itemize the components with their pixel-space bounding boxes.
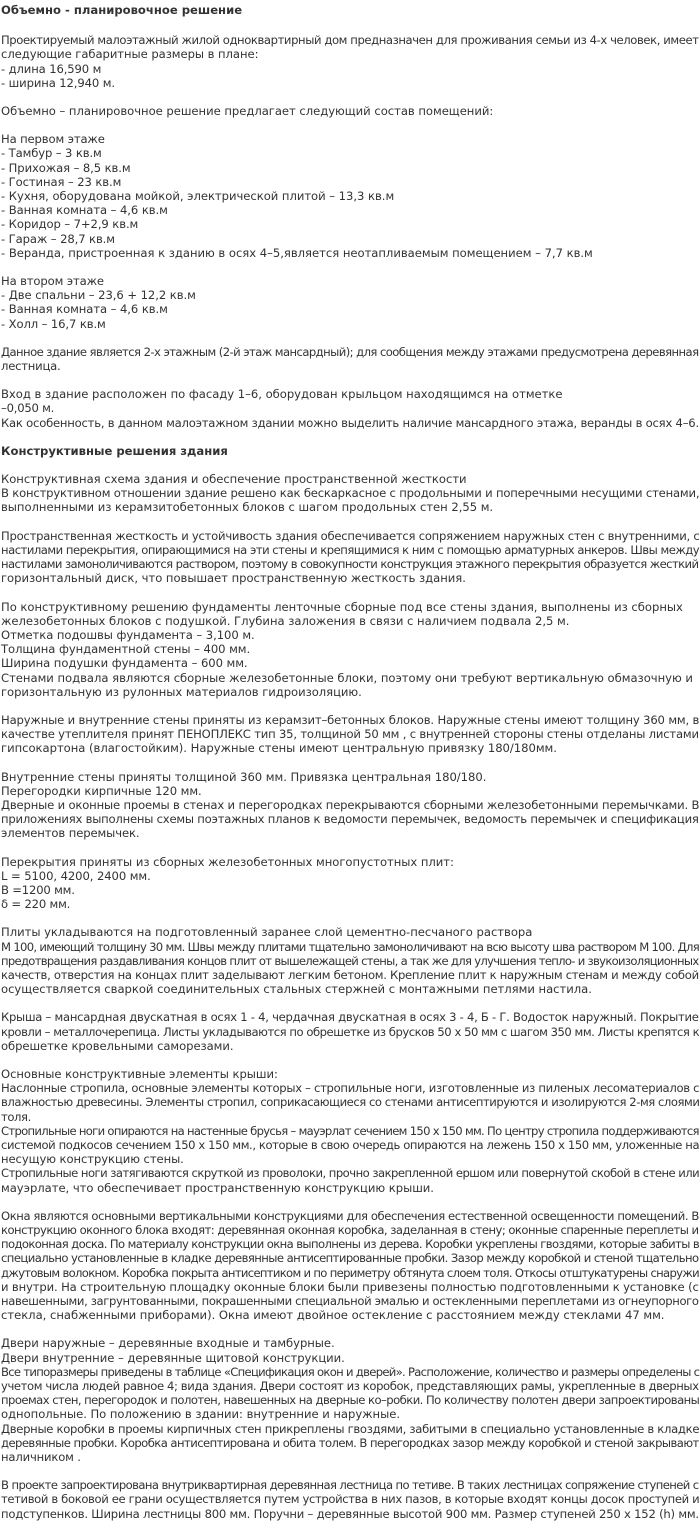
text-line: наличником . [1, 1450, 81, 1465]
scheme-paragraph [1, 472, 700, 515]
text-line: горизонтальный диск, что повышает пространственную жесткость здания. [1, 571, 466, 586]
text-line: толя. [1, 1109, 31, 1124]
text-line: Двери наружные – деревянные входные и тамбурные. [1, 1336, 335, 1351]
text-line: горизонтальную из рулонных материалов гидроизоляцию. [1, 684, 362, 699]
text-line: следующие габаритные размеры в плане: [1, 47, 259, 62]
text-line: На первом этаже [1, 132, 105, 147]
text-line: - длина 16,590 м [1, 61, 102, 76]
text-line: В проекте запроектирована внутриквартирная деревянная лестница по тетиве. В таких лестницах сопряжение ступеней с [1, 1478, 699, 1493]
text-line: качестве утеплителя принят ПЕНОПЛЕКС тип 35, толщиной 50 мм , с внутренней стороны стены отделаны листами [1, 727, 699, 742]
text-line: δ = 220 мм. [1, 897, 71, 912]
windows-paragraph [1, 1209, 700, 1323]
text-line: стекла, снабженными приборами). Окна имеют двойное остекление с расстоянием между стеклами 47 мм. [1, 1308, 665, 1323]
text-line: Стропильные ноги затягиваются скруткой из проволоки, прочно закрепленной ершом или повернутой скобой в стене или [1, 1166, 700, 1181]
stairs-paragraph [1, 1478, 700, 1521]
text-line: - Прихожая – 8,5 кв.м [1, 160, 131, 175]
text-line: Основные конструктивные элементы крыши: [1, 1066, 278, 1081]
text-line: - Холл – 16,7 кв.м [1, 316, 106, 331]
first-floor-list [1, 132, 700, 260]
text-line: качеств, отверстия на концах плит заделывают легким бетоном. Крепление плит к наружным стенам и между собой [1, 967, 699, 982]
text-line: Стропильные ноги опираются на настенные брусья – мауэрлат сечением 150 х 150 мм. По центру стропила поддерживаются [1, 1123, 699, 1138]
text-line: B =1200 мм. [1, 882, 75, 897]
foundations-paragraph [1, 600, 700, 699]
text-line: - Тамбур – 3 кв.м [1, 146, 102, 161]
text-line: элементов перемычек. [1, 826, 140, 841]
text-line: - Ванная комната – 4,6 кв.м [1, 302, 168, 317]
text-line: Ширина подушки фундамента – 600 мм. [1, 656, 248, 671]
text-line: кровли – металлочерепица. Листы укладываются по обрешетке из брусков 50 х 50 мм с шагом 350 мм. Листы крепятся к [1, 1024, 700, 1039]
layout-intro-paragraph [1, 104, 700, 118]
text-line: На втором этаже [1, 274, 104, 289]
heading-structure: Конструктивные решения здания [1, 443, 228, 458]
slabs-paragraph [1, 855, 700, 912]
text-line: деревянные пробки. Коробка антисептирована и обита толем. В перегородках зазор между коробкой и стеной закрывают [1, 1435, 699, 1450]
text-line: и внутри. На строительную площадку оконные блоки были привезены полностью подготовленными к установке (с [1, 1279, 699, 1294]
text-line: выполненными из керамзитобетонных блоков с шагом продольных стен 2,55 м. [1, 500, 494, 515]
text-line: - Коридор – 7+2,9 кв.м [1, 217, 139, 232]
text-line: тетивой в боковой ее грани осуществляется путем устройства в них пазов, в которые входят концы досок проступей и [1, 1492, 700, 1507]
doors-paragraph [1, 1336, 700, 1464]
text-line: L = 5100, 4200, 2400 мм. [1, 868, 151, 883]
text-line: однопольные. По положению в здании: внутренние и наружные. [1, 1407, 400, 1422]
text-line: системой подкосов сечением 150 х 150 мм., которые в свою очередь опираются на лежень 150 х 150 мм, уложенные на [1, 1138, 700, 1152]
text-line: Внутренние стены приняты толщиной 360 мм. Привязка центральная 180/180. [1, 769, 487, 784]
text-line: Конструктивная схема здания и обеспечение пространственной жесткости [1, 472, 467, 487]
text-line: Перекрытия приняты из сборных железобетонных многопустотных плит: [1, 854, 454, 869]
second-floor-list [1, 274, 700, 331]
text-line: - Гостиная – 23 кв.м [1, 174, 122, 189]
text-line: - Веранда, пристроенная к зданию в осях 4–5,является неотапливаемым помещением – 7,7 кв.м [1, 245, 593, 260]
text-line: конструкцию оконного блока входят: деревянная оконная коробка, заделанная в стену; оконные спаренные переплеты и [1, 1223, 699, 1238]
text-line: Перегородки кирпичные 120 мм. [1, 783, 202, 798]
text-line: подступенков. Ширина лестницы 800 мм. Поручни – деревянные высотой 900 мм. Размер ступеней 250 х 152 (h) мм. [1, 1506, 699, 1521]
roof-elements-paragraph [1, 1067, 700, 1195]
text-line: Стенами подвала являются сборные железобетонные блоки, поэтому они требуют вертикальную обмазочную и [1, 670, 693, 685]
text-line: проемах стен, перегородок и полотен, навешенных на дверные ко–робки. По количеству полотен двери запроектированы [1, 1393, 700, 1408]
text-line: - Гараж – 28,7 кв.м [1, 231, 115, 246]
text-line: Данное здание является 2-х этажным (2-й этаж мансардный); для сообщения между этажами предусмотрена деревянная [1, 344, 699, 359]
text-line: Дверные коробки в проемы кирпичных стен прикреплены гвоздями, забитыми в специально установленные в кладке [1, 1421, 700, 1436]
slab-laying-paragraph [1, 925, 700, 996]
text-line: влажностью древесины. Элементы стропил, соприкасающиеся со стенами антисептируются и изолируются 2-мя слоями [1, 1095, 700, 1110]
heading-layout: Объемно - планировочное решение [1, 3, 243, 17]
text-line: М 100, имеющий толщину 30 мм. Швы между плитами тщательно замоноличивают на всю высоту шва раствором М 100. Для [1, 939, 700, 954]
text-line: железобетонных блоков с подушкой. Глубина заложения в связи с наличием подвала 2,5 м. [1, 613, 570, 628]
text-line: Вход в здание расположен по фасаду 1–6, оборудован крыльцом находящимся на отметке [1, 387, 563, 402]
text-line: - Кухня, оборудована мойкой, электрической плитой – 13,3 кв.м [1, 189, 395, 204]
text-line: Отметка подошвы фундамента – 3,100 м. [1, 627, 255, 642]
rigidity-paragraph [1, 529, 700, 586]
intro-paragraph [1, 33, 700, 90]
text-line: предотвращения раздавливания концов плит от вышележащей стены, а так же для улучшения тепло- и звукоизоляционных [1, 953, 699, 968]
roof-paragraph [1, 1010, 700, 1053]
text-line: Как особенность, в данном малоэтажном здании можно выделить наличие мансардного этажа, веранды в осях 4–6. [1, 415, 699, 430]
text-line: - Две спальни – 23,6 + 12,2 кв.м [1, 288, 196, 303]
text-line: лестница. [1, 359, 61, 374]
text-line: специально установленные в кладке деревянные антисептированные пробки. Зазор между коробкой и стеной тщательно [1, 1251, 699, 1266]
text-line: - ширина 12,940 м. [1, 75, 115, 90]
text-line: Проектируемый малоэтажный жилой одноквартирный дом предназначен для проживания семьи из 4-х человек, имеет [1, 33, 699, 48]
text-line: Крыша – мансардная двускатная в осях 1 - 4, чердачная двускатная в осях 3 - 4, Б - Г. Водосток наружный. Покрытие [1, 1010, 699, 1025]
text-line: приложениях выполнены схемы поэтажных планов к ведомости перемычек, ведомость перемычек и спецификация [1, 812, 699, 827]
text-line: джутовым волокном. Коробка покрыта антисептиком и по периметру обтянута слоем толя. Откосы отштукатурены снаружи [1, 1265, 699, 1280]
text-line: Наслонные стропила, основные элементы которых – стропильные ноги, изготовленные из пиленых лесоматериалов с [1, 1081, 700, 1096]
text-line: Наружные и внутренние стены приняты из керамзит–бетонных блоков. Наружные стены имеют толщину 360 мм, в [1, 712, 700, 727]
text-line: гипсокартона (влагостойким). Наружные стены имеют центральную привязку 180/180мм. [1, 741, 557, 756]
text-line: По конструктивному решению фундаменты ленточные сборные под все стены здания, выполнены из сборных [1, 599, 683, 614]
text-line: В конструктивном отношении здание решено как бескаркасное с продольными и поперечными несущими стенами, [1, 486, 700, 501]
inner-walls-paragraph [1, 770, 700, 841]
outer-walls-paragraph [1, 713, 700, 756]
text-line: мауэрлате, что обеспечивает пространственную конструкцию крыши. [1, 1180, 434, 1195]
text-line: Двери внутренние – деревянные щитовой конструкции. [1, 1350, 345, 1365]
text-line: обрешетке кровельными саморезами. [1, 1038, 234, 1053]
text-line: настилами замоноличиваются раствором, поэтому в совокупности конструкция этажного перекрытия образуется жесткий [1, 557, 699, 572]
text-line: несущую конструкцию стены. [1, 1152, 184, 1167]
text-line: –0,050 м. [1, 401, 55, 416]
entrance-paragraph [1, 387, 700, 430]
text-line: Дверные и оконные проемы в стенах и перегородках перекрываются сборными железобетонными перемычками. В [1, 797, 700, 812]
text-line: Пространственная жесткость и устойчивость здания обеспечивается сопряжением наружных стен с внутренними, с [1, 528, 700, 543]
text-line: навешенными, загрунтованными, покрашенными специальной эмалью и остекленными переплетами из огнеупорного [1, 1294, 699, 1309]
text-line: - Ванная комната – 4,6 кв.м [1, 203, 168, 218]
text-line: осуществляется сваркой соединительных стальных стержней с монтажными петлями настила. [1, 982, 592, 997]
text-line: Толщина фундаментной стены – 400 мм. [1, 642, 251, 657]
floors-note-paragraph [1, 345, 700, 373]
text-line: Все типоразмеры приведены в таблице «Спецификация окон и дверей». Расположение, количество и размеры определены с [1, 1364, 700, 1379]
text-line: учетом числа людей равное 4; вида здания. Двери состоят из коробок, представляющих рамы, укрепленные в дверных [1, 1379, 699, 1394]
text-line: Окна являются основными вертикальными конструкциями для обеспечения естественной освещенности помещений. В [1, 1208, 699, 1223]
text-line: подоконная доска. По материалу конструкции окна выполнены из дерева. Коробки укреплены гвоздями, которые забиты в [1, 1237, 700, 1252]
text-line: Объемно – планировочное решение предлагает следующий состав помещений: [1, 104, 494, 119]
text-line: Плиты укладываются на подготовленный заранее слой цементно-песчаного раствора [1, 925, 533, 940]
text-line: настилами перекрытия, опирающимися на эти стены и крепящимися к ним с помощью арматурных анкеров. Швы между [1, 542, 700, 557]
